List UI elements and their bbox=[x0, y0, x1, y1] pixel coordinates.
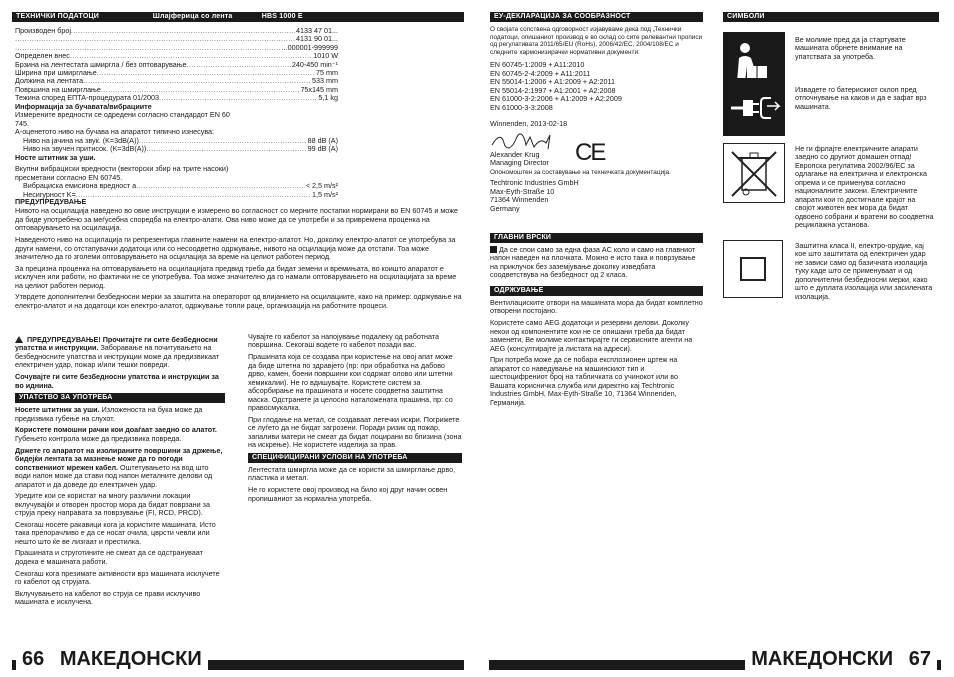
spec-row-value: 533 mm bbox=[312, 77, 338, 86]
spec-row bbox=[15, 27, 338, 35]
spec-row bbox=[15, 52, 338, 60]
spec-row-label: Производен број bbox=[15, 27, 71, 35]
noise-row bbox=[15, 137, 338, 145]
usage-text: Секогаш носете ракавици кога ја користите машината. Исто така препорачливо е да се носат очила, цврсти чевли или нешто што ќе ве лизгаат и престилка. bbox=[15, 519, 216, 546]
right-page-number: 67 bbox=[908, 648, 931, 670]
spec-row-label: Тежина според ЕПТА-процедурата 01/2003 bbox=[15, 94, 159, 103]
spec-row-value: 75 mm bbox=[316, 68, 338, 77]
spec-row bbox=[15, 86, 338, 94]
spec-row-label: Површина на шмирглање bbox=[15, 85, 101, 94]
unplug-figure bbox=[723, 78, 785, 136]
noise-row-value: 88 dB (A) bbox=[307, 136, 338, 145]
eu-norm: EN 61000-3-3:2008 bbox=[490, 102, 553, 112]
right-language: МАКЕДОНСКИ bbox=[751, 648, 894, 670]
warning-paragraph: Нивото на осцилација наведено во овие инструкции е измерено во согласност со мерните постапки нормирани во EN 60745 и може да биде употребено за меѓусебна споредба на електро-алати. Ова ниво може да се употреби и за привремена проценка на оптоварувањето на осцилација. bbox=[15, 206, 459, 233]
usage-paragraph bbox=[15, 492, 226, 517]
usage-text: Оштетувањето на вод што води напон може да стави под напон металните делови од апаратот и да доведе до електричен удар. bbox=[15, 462, 213, 489]
noise-section bbox=[15, 103, 338, 199]
usage-bold: Носете штитник за уши. bbox=[15, 405, 100, 415]
warning-paragraph: Утврдете дополнителни безбедносни мерки за заштита на операторот од влијанието на осцилациите, како на пример: одржување на електро-алатот и на додатоци кон електро-алатот, одржување топли раце, организација на работните процеси. bbox=[15, 292, 462, 310]
eu-auth-note: Опономоштен за составување на техничката документација. bbox=[490, 168, 671, 176]
eu-norms bbox=[490, 61, 703, 112]
safety-rest: Заборавање на почитувањето на безбедносните упатства и инструкции може да предизвикаат електричен удар, пожар и/или тешки повреди. bbox=[15, 343, 220, 370]
main-text-para bbox=[490, 246, 703, 280]
left-page-number: 66 bbox=[22, 648, 45, 670]
spec-row-value: 4133 47 01... bbox=[296, 27, 338, 35]
leader-dots bbox=[187, 61, 291, 69]
spec-row bbox=[15, 61, 338, 69]
leader-dots bbox=[15, 44, 281, 52]
noise-a: А-оценетото ниво на бучава на апаратот типично изнесува: bbox=[15, 127, 215, 137]
eu-place-date: Winnenden, 2013-02-18 bbox=[490, 119, 568, 129]
safety-bold: ПРЕДУПРЕДУВАЊЕ! Прочитајте ги сите безбедносни упатства и инструкции. bbox=[15, 335, 218, 353]
weee-bin-icon bbox=[723, 143, 785, 203]
spec-cond-paragraphs bbox=[248, 466, 462, 503]
maint-paragraphs bbox=[490, 299, 703, 407]
class-ii-square-icon bbox=[490, 246, 497, 253]
usage-header: УПАТСТВО ЗА УПОТРЕБА bbox=[15, 393, 225, 403]
spec-table bbox=[15, 27, 338, 103]
class-ii-icon bbox=[723, 240, 783, 298]
right-page bbox=[477, 0, 954, 677]
maintenance-paragraph: При потреба може да се побара експлозионен цртеж на апаратот со наведување на машинскиот тип и шестоцифрениот број на табличката со учинокот или во Вашата корисничка служба или директно кај Techtronic Industries GmbH, Max-Eyth-Straße 10, 71364 Winnenden, Германија. bbox=[490, 355, 678, 407]
maintenance-paragraph: Вентилациските отвори на машината мора да бидат комплетно отворени постојано. bbox=[490, 298, 703, 316]
leader-dots bbox=[97, 69, 315, 77]
spec-row-label: Определен внес bbox=[15, 52, 70, 61]
warning-paragraph: За прецизна проценка на оптоварувањето на осцилацијата предвид треба да бидат земени и времињата, во коишто апаратот е исклучен или работи, но фактички не се употребува. Тоа може значително да го намали оптоварувањето на осцилацијата за време на целиот работен период. bbox=[15, 263, 457, 290]
usage-text: Прашината и струготините не смеат да се одстрануваат додека е машината работи. bbox=[15, 548, 203, 566]
usage-paragraphs bbox=[15, 406, 226, 606]
tech-header-product: Шлајферица со лента bbox=[152, 13, 233, 20]
unplug-icon bbox=[723, 78, 785, 136]
spec-row-value: 4131 90 01... bbox=[296, 35, 338, 44]
eu-company-line: Techtronic Industries GmbH bbox=[490, 178, 579, 188]
vibration-row-label: Вибрациска емисиона вредност a bbox=[23, 182, 137, 191]
noise-title: Информација за бучавата/вибрациите bbox=[15, 102, 152, 111]
eu-signature-block bbox=[490, 129, 703, 167]
usage-text: Уредите кои се користат на многу различни локации вклучувајќи и отворен простор мора да бидат поврзани за струја преку направата за поврзување (FI, RCD, PRCD). bbox=[15, 491, 210, 518]
usage-bold: Држете го апаратот на изолираните површини за држење, бидејќи лентата за мазнење може да го погоди сопственииот мрежен кабел. bbox=[15, 445, 223, 472]
usage-paragraph bbox=[15, 447, 226, 489]
spec-row-label: Брзина на лентестата шмиргла / без оптоварување bbox=[15, 60, 187, 69]
tech-header-title: ТЕХНИЧКИ ПОДАТОЦИ bbox=[16, 13, 100, 20]
vibration-intro: Вкупни вибрациски вредности (векторски збир на трите насоки) пресметани согласно EN 60745. bbox=[15, 164, 229, 182]
vibration-row-value: 1,5 m/s² bbox=[312, 190, 338, 199]
spec-row-value: 1010 W bbox=[313, 52, 338, 61]
spec-row-label: Должина на лентата bbox=[15, 77, 84, 86]
leader-dots bbox=[71, 27, 295, 35]
usage-text: Губењето контрола може да предизвика повреда. bbox=[15, 433, 182, 443]
warning-triangle-icon bbox=[15, 336, 23, 343]
noise-row-label: Ниво на јачина на звук. (K=3dB(A)) bbox=[23, 136, 139, 145]
spec-row bbox=[15, 35, 338, 43]
symbol-text-2: Извадете го батерискиот склоп пред отпочнување на каков и да е зафат врз машината. bbox=[795, 85, 927, 111]
spec-row bbox=[15, 44, 338, 52]
leader-dots bbox=[159, 94, 317, 102]
vibration-row bbox=[15, 182, 338, 190]
eu-company-line: Germany bbox=[490, 203, 520, 213]
tech-data-header bbox=[12, 12, 464, 22]
usage-paragraph bbox=[15, 426, 226, 443]
spec-row-value: ...000001-999999 bbox=[281, 43, 338, 52]
symbol-text-3: Не ги фрлајте електричните апарати заедно со другиот домашен отпад! Европска регулатива 2002/96/EC за одлагање на електрична и електронска опрема и се применува согласно националните закони. Електричните апарати кои го достигнале крајот на својот животен век мора да бидат одвоено собрани и вратени во соодветна рециклажна установа. bbox=[795, 144, 934, 230]
tech-header-model: HBS 1000 E bbox=[261, 13, 303, 20]
eu-norm: EN 55014-2:1997 + A1:2001 + A2:2008 bbox=[490, 85, 616, 95]
warning-section bbox=[15, 198, 462, 314]
eu-company bbox=[490, 179, 703, 213]
usage-bold: Користете помошни рачки кои доаѓаат заедно со алатот. bbox=[15, 425, 217, 435]
usage-text: Секогаш кога презимате активности врз машината исклучете го кабелот од струјата. bbox=[15, 568, 220, 587]
usage-paragraph bbox=[15, 521, 226, 546]
right-footer-label bbox=[745, 648, 937, 670]
warning-paragraphs bbox=[15, 207, 462, 310]
symbols-section bbox=[723, 12, 939, 22]
eu-norm: EN 60745-2-4:2009 + A11:2011 bbox=[490, 68, 591, 78]
eu-declaration-section bbox=[490, 12, 703, 213]
eu-norm: EN 55014-1:2006 + A1:2009 + A2:2011 bbox=[490, 77, 615, 87]
left-footer bbox=[12, 644, 464, 677]
eu-norm: EN 61000-3-2:2006 + A1:2009 + A2:2009 bbox=[490, 94, 622, 104]
class-ii-inner-square bbox=[740, 257, 766, 281]
usage-col2-paragraphs bbox=[248, 333, 462, 450]
leader-dots bbox=[146, 145, 306, 153]
main-text: Да се спои само за една фаза AC коло и само на главниот напон наведен на плочката. Можно е исто така и поврзување на приклучок без заземјување доколку изведбата соодветствува на безбедност од 2 класа. bbox=[490, 245, 696, 280]
leader-dots bbox=[83, 77, 311, 85]
left-language: МАКЕДОНСКИ bbox=[59, 648, 202, 670]
usage-paragraph bbox=[15, 590, 226, 607]
vibration-row-label: Несигурност K= bbox=[23, 190, 76, 199]
usage-paragraph: При глодање на метал, се создаваат летечки искри. Погрижете се луѓето да не бидат загрозени. Поради ризик од пожар, запаливи матери не смеат да бидат лоцирани во близина (зона на искрење). Не користете изделија за прав. bbox=[248, 414, 462, 450]
eu-company-line: 71364 Winnenden bbox=[490, 195, 549, 205]
spec-row-value: 75x145 mm bbox=[300, 85, 338, 94]
main-header: ГЛАВНИ ВРСКИ bbox=[490, 233, 703, 243]
ear-protection-note: Носте штитник за уши. bbox=[15, 152, 96, 162]
eu-role: Managing Director bbox=[490, 158, 549, 168]
warning-paragraph: Наведеното ниво на осцилација ги репрезентира главните намени на електро-алатот. Но, доколку електро-алатот се употребува за други намени, со отстапувачки додатоци или со несоодветно одржување, нивото на осцилација може да отстапи. Тоа може значително да го зголеми оптоварувањето на осцилација за време на целиот работен период. bbox=[15, 235, 456, 262]
symbols-header: СИМБОЛИ bbox=[723, 12, 939, 22]
maintenance-paragraph: Користете само AEG додатоци и резервни делови. Доколку некои од компонентите кои не се опишани треба да бидат заменети, Ве молиме контактирајте ги сервисните агенти на AEG (консултирајте ја листата на адреси). bbox=[490, 318, 693, 353]
main-connections-section bbox=[490, 233, 703, 283]
spec-row-value: 5,1 kg bbox=[318, 94, 338, 103]
symbol-text-1: Ве молиме пред да ја стартувате машината обрнете внимание на упатствата за употреба. bbox=[795, 35, 906, 61]
leader-dots bbox=[70, 52, 312, 60]
spec-cond-header: СПЕЦИФИЦИРАНИ УСЛОВИ НА УПОТРЕБА bbox=[248, 453, 462, 463]
eu-intro: О својата сопствена одговорност изјавуваме дека под „Технички податоци, опишаниот производ е во склад со сите релевантни прописи од регулативата 2011/65/EU (RoHs), 2006/42/EC, 2004/108/EC и следните хармонизирачки нормативни документи: bbox=[490, 26, 703, 56]
ce-mark: CE bbox=[575, 138, 605, 166]
noise-row-label: Ниво на звучен притисок. (K=3dB(A)) bbox=[23, 145, 147, 154]
usage-column-2 bbox=[248, 333, 462, 506]
safety-intro bbox=[15, 336, 226, 370]
maintenance-section bbox=[490, 286, 703, 410]
spec-cond-paragraph: Лентестата шмиргла може да се користи за шмирглање дрво, пластика и метал. bbox=[248, 464, 456, 483]
usage-text: Изложеноста на бука може да предизвика губење на слухот. bbox=[15, 405, 203, 423]
eu-header: ЕУ-ДЕКЛАРАЦИЈА ЗА СООБРАЗНОСТ bbox=[490, 12, 703, 22]
tech-data-section bbox=[12, 12, 464, 22]
eu-norm: EN 60745-1:2009 + A11:2010 bbox=[490, 60, 585, 70]
vibration-row-value: < 2,5 m/s² bbox=[305, 182, 338, 191]
noise-rows bbox=[15, 137, 338, 154]
leader-dots bbox=[101, 86, 300, 94]
spec-row bbox=[15, 69, 338, 77]
right-footer bbox=[489, 644, 941, 677]
usage-paragraph: Прашината која се создава при користење на овој апат може да биде штетна по здравјето (пр: при обработка на дабово дрво, камен, боени површини кои содржат олово или штетни хемикалии). Не го вдишувајте. Користете систем за абсорбирање на прашината и носете соодветна заштитна маска. Одстранете ја целосно наталожената прашина, пр: со правосмукалка. bbox=[248, 352, 453, 413]
usage-text: Вклучувањето на кабелот во струја се прави исклучиво машината е исклучена. bbox=[15, 588, 201, 607]
weee-figure bbox=[724, 144, 784, 202]
usage-paragraph: Чувајте го кабелот за напојување подалеку од работната површина. Секогаш водете го кабелот позади вас. bbox=[248, 332, 439, 350]
warning-title: ПРЕДУПРЕДУВАЊЕ bbox=[15, 197, 87, 206]
spec-row bbox=[15, 77, 338, 85]
left-footer-label bbox=[16, 648, 208, 670]
safety-column bbox=[15, 336, 226, 610]
usage-paragraph bbox=[15, 570, 226, 587]
maint-header: ОДРЖУВАЊЕ bbox=[490, 286, 703, 296]
safety-keep: Сочувајте ги сите безбедносни упатства и инструкции за во иднина. bbox=[15, 372, 219, 390]
noise-row-value: 99 dB (A) bbox=[307, 145, 338, 154]
eu-company-line: Max-Eyth-Straße 10 bbox=[490, 186, 555, 196]
leader-dots bbox=[15, 35, 295, 43]
leader-dots bbox=[136, 182, 305, 190]
usage-paragraph bbox=[15, 549, 226, 566]
usage-paragraph bbox=[15, 406, 226, 423]
noise-intro: Измерените вредности се одредени согласно стандардот EN 60 745. bbox=[15, 110, 230, 128]
symbol-text-4: Заштитна класа II, електро-орудие, кај кое што заштитата од електричен удар не зависи само од базичната изолација туку каде што се применуваат и од дополнителни безбедносни мерки, како што е дуплата изолација или засилената изолација. bbox=[795, 241, 933, 301]
leader-dots bbox=[139, 137, 307, 145]
eu-signer: Alexander Krug bbox=[490, 149, 540, 159]
spec-row-value: 240-450 min⁻¹ bbox=[291, 60, 338, 69]
spec-cond-paragraph: Не го користете овој производ на било кој друг начин освен пропишаниот за нормална употреба. bbox=[248, 485, 448, 503]
spec-row-label: Ширина при шмирглањe bbox=[15, 68, 97, 77]
